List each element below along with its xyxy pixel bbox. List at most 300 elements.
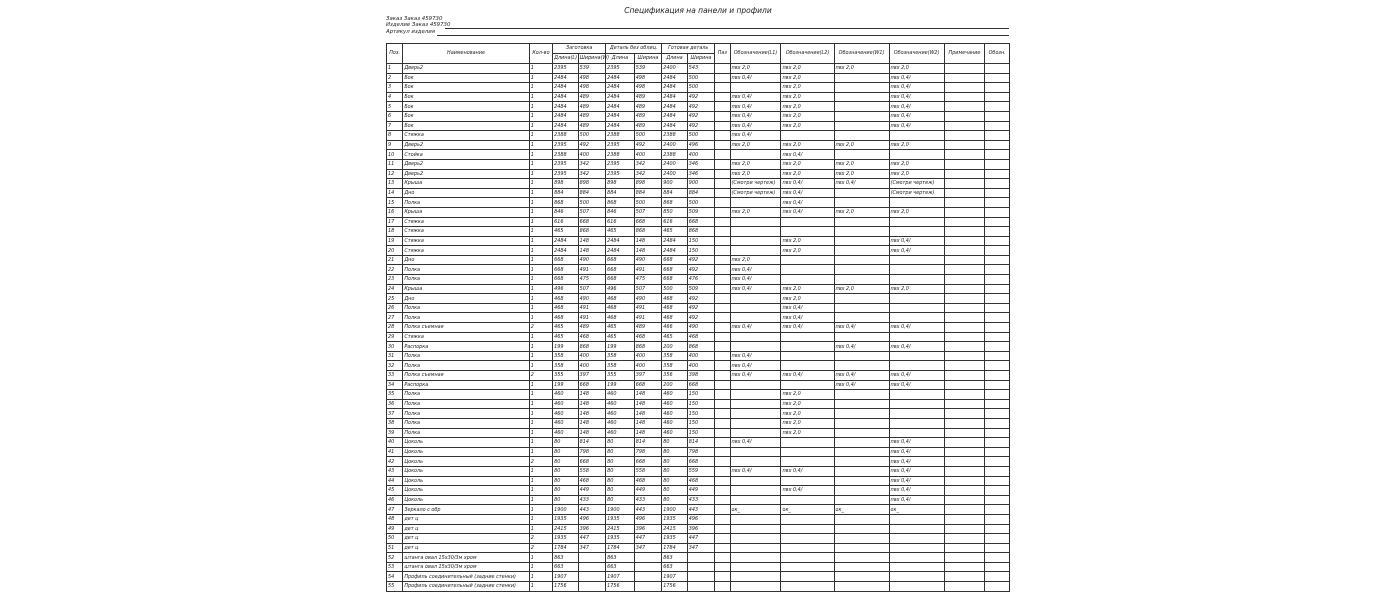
table-cell: [715, 111, 730, 121]
table-cell: 460: [606, 399, 635, 409]
table-cell: 460: [662, 409, 687, 419]
table-cell: 884: [553, 188, 578, 198]
table-cell: 2395: [606, 64, 635, 74]
table-cell: [715, 131, 730, 141]
col-qty: Кол-во: [529, 44, 552, 64]
table-cell: [944, 390, 985, 400]
table-cell: 1: [529, 121, 552, 131]
table-cell: [578, 572, 606, 582]
table-cell: пвх 2,0: [889, 169, 944, 179]
table-cell: [985, 514, 1010, 524]
table-cell: 38: [387, 418, 403, 428]
table-cell: 396: [687, 524, 715, 534]
table-cell: [730, 217, 781, 227]
table-cell: Цоколь: [403, 466, 529, 476]
table-cell: [715, 265, 730, 275]
table-cell: 48: [387, 514, 403, 524]
table-cell: 19: [387, 236, 403, 246]
table-cell: 668: [606, 265, 635, 275]
table-cell: 80: [553, 495, 578, 505]
table-cell: 884: [578, 188, 606, 198]
table-cell: [985, 553, 1010, 563]
table-cell: 1935: [553, 514, 578, 524]
table-cell: [715, 294, 730, 304]
table-cell: пвх 2,0: [781, 111, 834, 121]
table-cell: ок_: [781, 505, 834, 515]
table-cell: 150: [687, 246, 715, 256]
table-cell: [781, 131, 834, 141]
table-cell: 355: [553, 371, 578, 381]
table-cell: 1: [529, 303, 552, 313]
table-cell: 43: [387, 466, 403, 476]
table-cell: [781, 227, 834, 237]
table-cell: 449: [634, 486, 662, 496]
table-cell: пвх 0,4/: [730, 73, 781, 83]
table-cell: [834, 102, 889, 112]
table-cell: Бок: [403, 73, 529, 83]
table-cell: 468: [662, 294, 687, 304]
table-cell: [687, 572, 715, 582]
table-cell: 13: [387, 179, 403, 189]
table-cell: 1: [529, 150, 552, 160]
table-cell: [715, 380, 730, 390]
table-cell: [985, 169, 1010, 179]
table-cell: [715, 553, 730, 563]
table-cell: [944, 92, 985, 102]
table-cell: 559: [687, 466, 715, 476]
table-cell: 2484: [553, 92, 578, 102]
table-cell: 500: [634, 198, 662, 208]
table-cell: 148: [578, 246, 606, 256]
table-cell: пвх 0,4/: [781, 150, 834, 160]
table-cell: [985, 438, 1010, 448]
table-cell: 1: [529, 227, 552, 237]
table-cell: 21: [387, 255, 403, 265]
col-pos: Поз.: [387, 44, 403, 64]
table-cell: 397: [578, 371, 606, 381]
table-cell: [985, 323, 1010, 333]
table-cell: [985, 64, 1010, 74]
table-cell: пвх 0,4/: [781, 466, 834, 476]
table-cell: 496: [634, 514, 662, 524]
table-cell: [834, 303, 889, 313]
table-cell: [687, 562, 715, 572]
table-cell: [730, 514, 781, 524]
table-cell: [834, 534, 889, 544]
table-cell: [985, 399, 1010, 409]
table-cell: [944, 380, 985, 390]
table-cell: Крыша: [403, 284, 529, 294]
table-cell: [781, 351, 834, 361]
table-cell: 863: [553, 553, 578, 563]
table-cell: 27: [387, 313, 403, 323]
table-cell: [634, 572, 662, 582]
table-cell: 798: [687, 447, 715, 457]
table-cell: 460: [606, 418, 635, 428]
table-cell: 2484: [553, 83, 578, 93]
table-cell: 490: [634, 294, 662, 304]
table-cell: 80: [662, 476, 687, 486]
table-cell: 898: [578, 179, 606, 189]
table-cell: 2484: [662, 73, 687, 83]
table-cell: [889, 217, 944, 227]
table-cell: [715, 505, 730, 515]
table-cell: 358: [662, 361, 687, 371]
table-cell: [985, 150, 1010, 160]
table-cell: 1784: [606, 543, 635, 553]
table-cell: [715, 303, 730, 313]
table-cell: 814: [578, 438, 606, 448]
table-cell: 492: [687, 313, 715, 323]
table-cell: 489: [578, 111, 606, 121]
table-cell: 500: [687, 131, 715, 141]
table-cell: пвх 0,4/: [889, 476, 944, 486]
table-cell: [985, 159, 1010, 169]
table-row: [387, 457, 1010, 467]
table-cell: 490: [578, 294, 606, 304]
table-cell: [985, 303, 1010, 313]
table-cell: 492: [687, 121, 715, 131]
col-detail-length: Длина: [606, 54, 635, 64]
table-cell: пвх 0,4/: [889, 371, 944, 381]
table-cell: Полка: [403, 390, 529, 400]
table-cell: 80: [662, 457, 687, 467]
table-cell: [944, 294, 985, 304]
table-cell: [889, 303, 944, 313]
table-cell: 1935: [606, 534, 635, 544]
table-cell: 507: [634, 207, 662, 217]
table-cell: 616: [662, 217, 687, 227]
table-cell: [985, 534, 1010, 544]
table-row: [387, 111, 1010, 121]
table-cell: [781, 524, 834, 534]
table-row: [387, 313, 1010, 323]
table-cell: 347: [578, 543, 606, 553]
table-cell: (Смотри чертеж): [889, 179, 944, 189]
table-cell: 1: [529, 524, 552, 534]
table-cell: [715, 572, 730, 582]
table-cell: [715, 150, 730, 160]
table-cell: пвх 0,4/: [834, 323, 889, 333]
table-row: [387, 227, 1010, 237]
table-cell: 465: [553, 332, 578, 342]
table-cell: пвх 2,0: [730, 64, 781, 74]
table-cell: 358: [553, 361, 578, 371]
table-cell: 358: [662, 351, 687, 361]
table-cell: [834, 332, 889, 342]
table-cell: 1935: [662, 514, 687, 524]
table-cell: 668: [634, 217, 662, 227]
table-cell: [715, 323, 730, 333]
table-cell: 898: [553, 179, 578, 189]
table-cell: [944, 217, 985, 227]
table-cell: [985, 265, 1010, 275]
table-cell: 1: [529, 438, 552, 448]
table-cell: Дверь2: [403, 140, 529, 150]
table-cell: пвх 2,0: [781, 390, 834, 400]
table-cell: [985, 275, 1010, 285]
table-cell: Стойка: [403, 150, 529, 160]
table-cell: 2484: [662, 102, 687, 112]
table-cell: 1900: [662, 505, 687, 515]
table-cell: Полка: [403, 399, 529, 409]
table-cell: 490: [578, 255, 606, 265]
table-cell: 460: [606, 409, 635, 419]
table-cell: 476: [687, 275, 715, 285]
table-cell: 468: [606, 313, 635, 323]
table-cell: 80: [553, 486, 578, 496]
table-cell: 1784: [553, 543, 578, 553]
table-cell: 465: [662, 227, 687, 237]
table-cell: [944, 111, 985, 121]
table-cell: 475: [578, 275, 606, 285]
table-cell: пвх 0,4/: [730, 466, 781, 476]
table-cell: 1: [529, 246, 552, 256]
table-cell: 148: [634, 399, 662, 409]
table-cell: [715, 332, 730, 342]
table-cell: 342: [634, 169, 662, 179]
table-cell: 148: [634, 246, 662, 256]
table-cell: Полка съемная: [403, 323, 529, 333]
table-cell: [715, 83, 730, 93]
table-cell: [889, 514, 944, 524]
table-cell: Дно: [403, 188, 529, 198]
table-cell: 492: [578, 140, 606, 150]
table-cell: 489: [578, 102, 606, 112]
table-cell: [985, 217, 1010, 227]
table-cell: [944, 447, 985, 457]
table-cell: [715, 64, 730, 74]
table-row: [387, 159, 1010, 169]
table-cell: 1: [529, 207, 552, 217]
table-cell: [834, 73, 889, 83]
table-cell: [944, 399, 985, 409]
table-cell: 1: [529, 159, 552, 169]
table-cell: 150: [687, 428, 715, 438]
table-row: [387, 188, 1010, 198]
table-cell: [834, 236, 889, 246]
table-cell: 1: [529, 169, 552, 179]
col-finished-width: Ширина: [687, 54, 715, 64]
table-cell: 443: [578, 505, 606, 515]
table-cell: Стяжка: [403, 131, 529, 141]
table-cell: [985, 447, 1010, 457]
table-cell: [834, 150, 889, 160]
table-cell: пвх 0,4/: [889, 111, 944, 121]
table-cell: 668: [553, 255, 578, 265]
table-cell: 1: [387, 64, 403, 74]
table-cell: [944, 342, 985, 352]
table-cell: [687, 582, 715, 592]
table-cell: [944, 553, 985, 563]
table-cell: штанга овал 15х30/3м хром: [403, 562, 529, 572]
table-cell: [834, 428, 889, 438]
table-cell: [834, 217, 889, 227]
table-cell: [730, 476, 781, 486]
table-cell: пвх 2,0: [781, 83, 834, 93]
table-row: [387, 92, 1010, 102]
table-cell: 863: [606, 553, 635, 563]
table-cell: 1: [529, 418, 552, 428]
table-cell: [985, 102, 1010, 112]
col-detail-width: Ширина: [634, 54, 662, 64]
table-cell: 2484: [553, 236, 578, 246]
table-cell: [985, 562, 1010, 572]
table-cell: [715, 207, 730, 217]
table-cell: 898: [634, 179, 662, 189]
table-cell: [730, 399, 781, 409]
table-cell: [944, 371, 985, 381]
table-cell: пвх 2,0: [730, 140, 781, 150]
table-cell: 1784: [662, 543, 687, 553]
table-cell: 1: [529, 380, 552, 390]
table-cell: Дверь2: [403, 169, 529, 179]
table-cell: пвх 0,4/: [781, 179, 834, 189]
table-cell: пвх 0,4/: [834, 371, 889, 381]
table-cell: [944, 83, 985, 93]
table-cell: [985, 188, 1010, 198]
table-cell: [944, 562, 985, 572]
table-cell: 492: [687, 255, 715, 265]
table-cell: [944, 284, 985, 294]
table-cell: [834, 255, 889, 265]
table-cell: [889, 198, 944, 208]
table-cell: 14: [387, 188, 403, 198]
table-cell: [715, 313, 730, 323]
table-cell: [944, 361, 985, 371]
table-cell: 668: [662, 275, 687, 285]
table-cell: [730, 380, 781, 390]
table-cell: 496: [687, 140, 715, 150]
table-cell: 668: [687, 380, 715, 390]
table-cell: [985, 409, 1010, 419]
table-cell: 2: [529, 543, 552, 553]
col-w2: Обозначение(W2): [889, 44, 944, 64]
table-cell: Профиль соединительный (задние стенки): [403, 572, 529, 582]
table-cell: [944, 255, 985, 265]
table-cell: Зеркало с обр: [403, 505, 529, 515]
spec-table-body: [387, 64, 1010, 592]
table-cell: 32: [387, 361, 403, 371]
table-cell: 468: [662, 313, 687, 323]
table-cell: пвх 2,0: [781, 284, 834, 294]
table-cell: [715, 227, 730, 237]
table-cell: 397: [634, 371, 662, 381]
table-cell: 80: [606, 447, 635, 457]
table-cell: 2484: [553, 73, 578, 83]
col-w1: Обозначение(W1): [834, 44, 889, 64]
table-cell: 500: [687, 198, 715, 208]
table-cell: 355: [606, 371, 635, 381]
table-cell: 1: [529, 505, 552, 515]
table-cell: 400: [634, 361, 662, 371]
table-row: [387, 265, 1010, 275]
col-l2: Обозначение(L2): [781, 44, 834, 64]
table-cell: [985, 73, 1010, 83]
table-cell: 500: [687, 83, 715, 93]
table-cell: 2: [529, 323, 552, 333]
table-cell: 26: [387, 303, 403, 313]
table-cell: [889, 562, 944, 572]
table-row: [387, 294, 1010, 304]
table-cell: 846: [553, 207, 578, 217]
table-cell: 148: [634, 409, 662, 419]
table-cell: 2484: [553, 246, 578, 256]
table-cell: [985, 466, 1010, 476]
table-cell: дет ц: [403, 514, 529, 524]
table-cell: 1: [529, 131, 552, 141]
table-cell: Полка: [403, 409, 529, 419]
table-cell: пвх 2,0: [889, 159, 944, 169]
table-cell: пвх 0,4/: [730, 102, 781, 112]
table-cell: 460: [662, 390, 687, 400]
table-cell: пвх 0,4/: [834, 179, 889, 189]
table-cell: [730, 524, 781, 534]
table-cell: 465: [606, 332, 635, 342]
table-cell: пвх 2,0: [834, 140, 889, 150]
table-cell: 447: [687, 534, 715, 544]
table-cell: 2484: [606, 236, 635, 246]
table-cell: 400: [578, 361, 606, 371]
table-cell: [985, 246, 1010, 256]
table-cell: Полка: [403, 351, 529, 361]
table-cell: 498: [634, 83, 662, 93]
product-label: Изделие Заказ 459730: [386, 22, 451, 28]
table-cell: 460: [553, 409, 578, 419]
table-cell: [730, 418, 781, 428]
table-cell: пвх 2,0: [781, 121, 834, 131]
table-cell: [985, 284, 1010, 294]
table-cell: [730, 246, 781, 256]
table-cell: 2395: [606, 140, 635, 150]
table-cell: 863: [662, 553, 687, 563]
table-cell: [715, 198, 730, 208]
table-cell: 668: [687, 457, 715, 467]
table-cell: 2484: [606, 121, 635, 131]
table-cell: 496: [606, 284, 635, 294]
table-cell: 489: [634, 323, 662, 333]
table-cell: 884: [634, 188, 662, 198]
table-cell: 2395: [553, 64, 578, 74]
table-cell: 1: [529, 111, 552, 121]
table-row: [387, 342, 1010, 352]
table-cell: 868: [578, 342, 606, 352]
table-cell: 36: [387, 399, 403, 409]
table-cell: 8: [387, 131, 403, 141]
table-cell: 900: [662, 179, 687, 189]
table-cell: пвх 0,4/: [889, 380, 944, 390]
table-cell: 2484: [553, 121, 578, 131]
table-cell: [985, 111, 1010, 121]
table-cell: пвх 0,4/: [730, 92, 781, 102]
table-cell: 199: [606, 342, 635, 352]
table-cell: 496: [578, 514, 606, 524]
table-cell: 460: [553, 390, 578, 400]
table-cell: 41: [387, 447, 403, 457]
table-cell: [944, 131, 985, 141]
table-cell: 460: [553, 418, 578, 428]
table-cell: Профиль соединительный (задние стенки): [403, 582, 529, 592]
table-cell: 1: [529, 582, 552, 592]
table-cell: [889, 294, 944, 304]
table-cell: [985, 351, 1010, 361]
table-cell: [889, 390, 944, 400]
table-cell: Дверь2: [403, 64, 529, 74]
table-cell: [944, 150, 985, 160]
table-cell: [730, 236, 781, 246]
table-cell: 460: [606, 428, 635, 438]
col-designation: Обозн.: [985, 44, 1010, 64]
